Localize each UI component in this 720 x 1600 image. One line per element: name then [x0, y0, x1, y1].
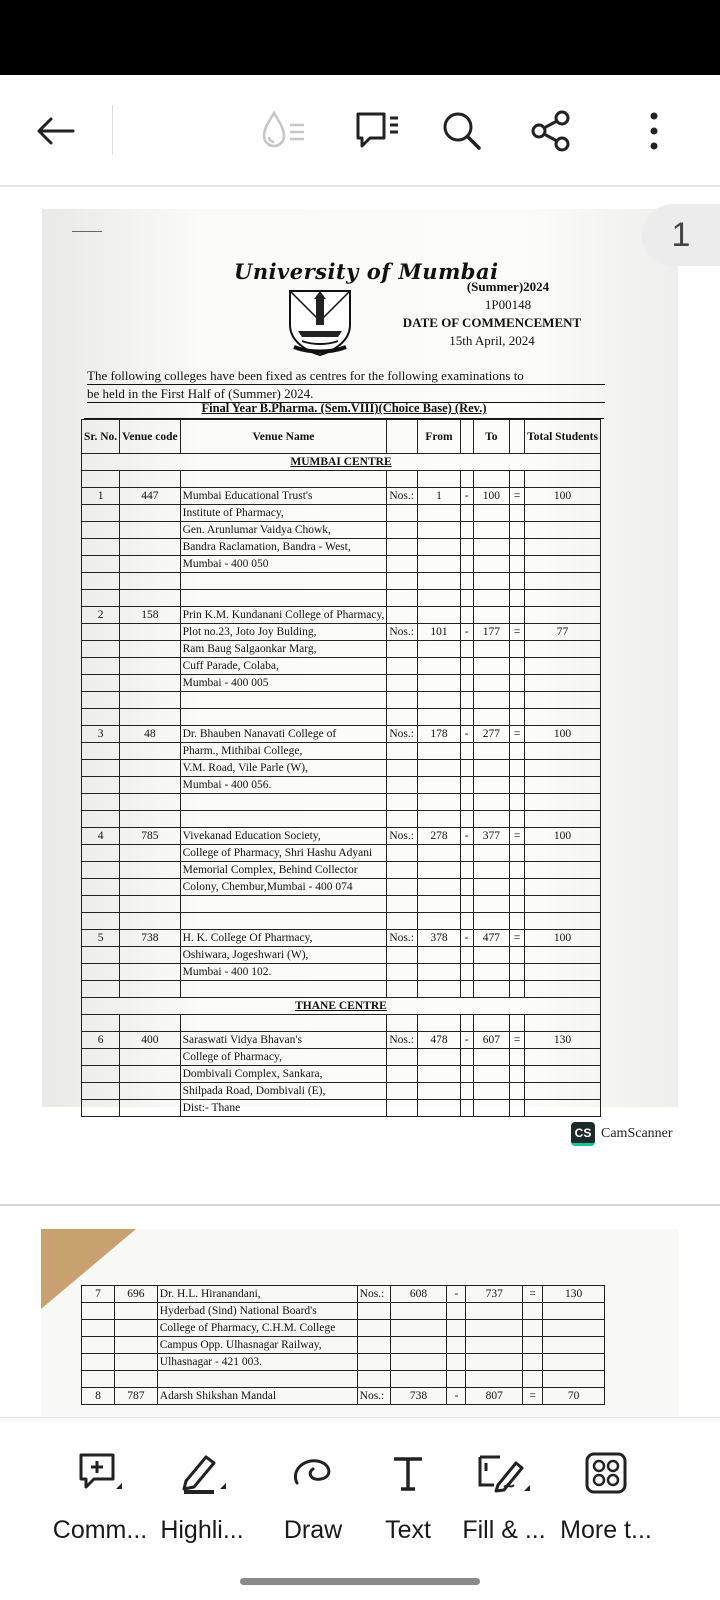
dash-cell: -	[460, 488, 473, 505]
header-venue-code: Venue code	[120, 420, 180, 454]
comments-list-button[interactable]	[349, 103, 405, 159]
equals-cell: =	[510, 488, 525, 505]
equals-cell: =	[523, 1388, 543, 1405]
dash-cell: -	[460, 1032, 473, 1049]
table-spacer-row	[82, 794, 601, 811]
highlight-tool[interactable]	[146, 1418, 258, 1558]
total-cell: 100	[525, 726, 601, 743]
venue-name-cell: V.M. Road, Vile Parle (W),	[180, 760, 387, 777]
from-cell: 101	[418, 624, 460, 641]
table-spacer-row	[82, 573, 601, 590]
table-row-continuation	[82, 743, 601, 760]
sr-cell: 8	[82, 1388, 115, 1405]
commencement-date: 15th April, 2024	[449, 333, 535, 348]
nos-cell: Nos.:	[357, 1286, 390, 1303]
table-row-continuation	[82, 845, 601, 862]
from-cell: 378	[418, 930, 460, 947]
fill-sign-tool[interactable]	[448, 1418, 560, 1558]
dash-cell: -	[460, 726, 473, 743]
centre-heading: THANE CENTRE	[82, 998, 601, 1015]
table-spacer-row	[82, 1015, 601, 1032]
venue-name-cell: Mumbai Educational Trust's	[180, 488, 387, 505]
back-arrow-icon	[35, 116, 75, 146]
highlight-pen-icon	[176, 1449, 228, 1497]
sr-cell: 2	[82, 607, 120, 624]
notice-code: 1P00148	[484, 297, 532, 312]
venue-code-cell: 738	[120, 930, 180, 947]
home-indicator[interactable]	[240, 1578, 480, 1585]
draw-tool-label: Draw	[283, 1516, 343, 1544]
table-row-continuation	[82, 505, 601, 522]
camscanner-logo-icon: CS	[571, 1122, 595, 1146]
more-tools-button[interactable]	[550, 1418, 662, 1558]
table-row	[82, 607, 601, 624]
table-row-continuation	[82, 862, 601, 879]
total-cell: 130	[525, 1032, 601, 1049]
status-bar	[0, 0, 720, 75]
dash-cell: -	[460, 828, 473, 845]
more-options-button[interactable]	[626, 103, 682, 159]
venue-code-cell: 158	[120, 607, 180, 624]
total-cell: 100	[525, 930, 601, 947]
venue-name-cell: Mumbai - 400 056.	[180, 777, 387, 794]
to-cell: 807	[466, 1388, 523, 1405]
header-total: Total Students	[525, 420, 601, 454]
venue-name-cell: Vivekanad Education Society,	[180, 828, 387, 845]
document-page-2[interactable]	[41, 1229, 679, 1417]
schedule-table	[81, 419, 601, 1117]
from-cell: 1	[418, 488, 460, 505]
venue-name-cell: College of Pharmacy, Shri Hashu Adyani	[180, 845, 387, 862]
table-spacer-row	[82, 896, 601, 913]
commencement-label: DATE OF COMMENCEMENT	[402, 315, 582, 330]
liquid-mode-icon	[260, 109, 308, 153]
table-spacer-row	[82, 913, 601, 930]
toolbar-divider	[112, 105, 113, 155]
venue-name-cell: Plot no.23, Joto Joy Bulding,	[180, 624, 387, 641]
table-header-row	[82, 420, 601, 454]
venue-code-cell: 400	[120, 1032, 180, 1049]
page-number-indicator[interactable]: 1	[642, 204, 720, 266]
to-cell: 607	[473, 1032, 509, 1049]
table-row	[82, 930, 601, 947]
table-row-continuation	[82, 1066, 601, 1083]
table-row-continuation	[82, 1354, 605, 1371]
from-cell: 278	[418, 828, 460, 845]
comment-tool-label: Comm...	[52, 1516, 148, 1544]
to-cell: 177	[473, 624, 509, 641]
table-row-continuation	[82, 556, 601, 573]
sr-cell: 6	[82, 1032, 120, 1049]
more-tools-icon	[584, 1451, 628, 1495]
sr-cell: 3	[82, 726, 120, 743]
dash-cell: -	[447, 1388, 466, 1405]
highlight-tool-label: Highli...	[160, 1516, 244, 1544]
venue-name-cell: Dist:- Thane	[180, 1100, 387, 1117]
fill-sign-icon	[474, 1449, 534, 1497]
venue-name-cell: Dombivali Complex, Sankara,	[180, 1066, 387, 1083]
table-spacer-row	[82, 471, 601, 488]
nos-cell: Nos.:	[357, 1388, 390, 1405]
nos-cell: Nos.:	[387, 828, 418, 845]
search-icon	[441, 110, 483, 152]
venue-name-cell: Saraswati Vidya Bhavan's	[180, 1032, 387, 1049]
table-row	[82, 488, 601, 505]
venue-name-cell: Oshiwara, Jogeshwari (W),	[180, 947, 387, 964]
venue-name-cell: Prin K.M. Kundanani College of Pharmacy,	[180, 607, 387, 624]
header-to: To	[473, 420, 509, 454]
venue-code-cell: 696	[114, 1286, 157, 1303]
venue-name-cell: Ulhasnagar - 421 003.	[157, 1354, 357, 1371]
schedule-table-page-2	[81, 1285, 605, 1405]
venue-name-cell: Bandra Raclamation, Bandra - West,	[180, 539, 387, 556]
table-row-continuation	[82, 522, 601, 539]
venue-code-cell: 447	[120, 488, 180, 505]
table-row	[82, 1032, 601, 1049]
header-from: From	[418, 420, 460, 454]
table-row-continuation	[82, 947, 601, 964]
text-tool-label: Text	[385, 1516, 431, 1544]
intro-line-1: The following colleges have been fixed as centres for the following examinations to	[87, 367, 605, 385]
document-page-1[interactable]	[42, 209, 678, 1114]
venue-name-cell: Mumbai - 400 050	[180, 556, 387, 573]
venue-name-cell: Shilpada Road, Dombivali (E),	[180, 1083, 387, 1100]
table-row-continuation	[82, 641, 601, 658]
comment-add-icon	[76, 1449, 124, 1497]
table-row-continuation	[82, 1337, 605, 1354]
table-row-continuation	[82, 539, 601, 556]
centre-heading: MUMBAI CENTRE	[82, 454, 601, 471]
nos-cell: Nos.:	[387, 624, 418, 641]
venue-name-cell: H. K. College Of Pharmacy,	[180, 930, 387, 947]
equals-cell: =	[510, 624, 525, 641]
table-row-continuation	[82, 1303, 605, 1320]
venue-name-cell: Pharm., Mithibai College,	[180, 743, 387, 760]
table-spacer-row	[82, 590, 601, 607]
total-cell: 70	[543, 1388, 605, 1405]
more-vertical-icon	[648, 111, 660, 151]
header-sr: Sr. No.	[82, 420, 120, 454]
from-cell: 738	[390, 1388, 447, 1405]
share-button[interactable]	[523, 103, 579, 159]
table-row-continuation	[82, 1049, 601, 1066]
venue-name-cell: Mumbai - 400 005	[180, 675, 387, 692]
venue-name-cell: Institute of Pharmacy,	[180, 505, 387, 522]
search-button[interactable]	[434, 103, 490, 159]
dash-cell: -	[460, 930, 473, 947]
session-label: (Summer)2024	[466, 279, 550, 294]
table-row-continuation	[82, 964, 601, 981]
table-spacer-row	[82, 981, 601, 998]
table-row	[82, 828, 601, 845]
from-cell: 178	[418, 726, 460, 743]
table-row	[82, 1286, 605, 1303]
venue-code-cell: 48	[120, 726, 180, 743]
scan-mark	[72, 231, 102, 232]
camscanner-label: CamScanner	[601, 1126, 673, 1141]
venue-code-cell: 787	[114, 1388, 157, 1405]
from-cell: 608	[390, 1286, 447, 1303]
page-separator	[0, 1204, 720, 1206]
venue-name-cell: Cuff Parade, Colaba,	[180, 658, 387, 675]
exam-title: Final Year B.Pharma. (Sem.VIII)(Choice Base) (Rev.)	[84, 401, 604, 419]
venue-name-cell: Dr. Bhauben Nanavati College of	[180, 726, 387, 743]
comments-icon	[354, 110, 400, 152]
camscanner-watermark	[571, 1122, 673, 1146]
table-row-continuation	[82, 624, 601, 641]
fill-sign-tool-label: Fill & ...	[462, 1516, 546, 1544]
venue-name-cell: College of Pharmacy, C.H.M. College	[157, 1320, 357, 1337]
to-cell: 477	[473, 930, 509, 947]
to-cell: 377	[473, 828, 509, 845]
equals-cell: =	[523, 1286, 543, 1303]
share-icon	[529, 109, 573, 153]
nos-cell: Nos.:	[387, 1032, 418, 1049]
bottom-tools-bar	[0, 1417, 720, 1600]
total-cell: 130	[543, 1286, 605, 1303]
text-icon	[390, 1453, 426, 1493]
more-tools-label: More t...	[560, 1516, 652, 1544]
dash-cell: -	[460, 624, 473, 641]
table-row-continuation	[82, 1083, 601, 1100]
university-emblem-icon	[284, 285, 356, 357]
table-row-continuation	[82, 1320, 605, 1337]
back-button[interactable]	[27, 103, 83, 159]
centre-heading-row	[82, 454, 601, 471]
to-cell: 277	[473, 726, 509, 743]
equals-cell: =	[510, 828, 525, 845]
table-row-continuation	[82, 675, 601, 692]
table-row-continuation	[82, 879, 601, 896]
university-title: University of Mumbai	[234, 259, 499, 284]
nos-cell: Nos.:	[387, 930, 418, 947]
dash-cell: -	[447, 1286, 466, 1303]
equals-cell: =	[510, 930, 525, 947]
sr-cell: 7	[82, 1286, 115, 1303]
table-row-continuation	[82, 760, 601, 777]
table-spacer-row	[82, 692, 601, 709]
total-cell: 77	[525, 624, 601, 641]
intro-line-2: be held in the First Half of (Summer) 2024.	[87, 385, 605, 403]
table-row-continuation	[82, 658, 601, 675]
table-row-continuation	[82, 777, 601, 794]
top-toolbar	[0, 75, 720, 187]
venue-name-cell: Mumbai - 400 102.	[180, 964, 387, 981]
venue-name-cell: Memorial Complex, Behind Collector	[180, 862, 387, 879]
centre-heading-row	[82, 998, 601, 1015]
to-cell: 737	[466, 1286, 523, 1303]
nos-cell: Nos.:	[387, 488, 418, 505]
comment-tool[interactable]	[44, 1418, 156, 1558]
total-cell: 100	[525, 828, 601, 845]
sr-cell: 4	[82, 828, 120, 845]
table-spacer-row	[82, 811, 601, 828]
venue-name-cell: Adarsh Shikshan Mandal	[157, 1388, 357, 1405]
venue-name-cell: Ram Baug Salgaonkar Marg,	[180, 641, 387, 658]
sr-cell: 5	[82, 930, 120, 947]
table-row	[82, 726, 601, 743]
venue-name-cell: Campus Opp. Ulhasnagar Railway,	[157, 1337, 357, 1354]
sr-cell: 1	[82, 488, 120, 505]
nos-cell: Nos.:	[387, 726, 418, 743]
to-cell: 100	[473, 488, 509, 505]
venue-name-cell: Gen. Arunlumar Vaidya Chowk,	[180, 522, 387, 539]
equals-cell: =	[510, 1032, 525, 1049]
venue-code-cell: 785	[120, 828, 180, 845]
equals-cell: =	[510, 726, 525, 743]
total-cell: 100	[525, 488, 601, 505]
table-spacer-row	[82, 709, 601, 726]
venue-name-cell: Dr. H.L. Hiranandani,	[157, 1286, 357, 1303]
table-row-continuation	[82, 1100, 601, 1117]
venue-name-cell: Colony, Chembur,Mumbai - 400 074	[180, 879, 387, 896]
venue-name-cell: Hyderbad (Sind) National Board's	[157, 1303, 357, 1320]
draw-icon	[289, 1453, 337, 1493]
venue-name-cell: College of Pharmacy,	[180, 1049, 387, 1066]
liquid-mode-button[interactable]	[256, 103, 312, 159]
intro-text	[87, 367, 605, 403]
table-row	[82, 1388, 605, 1405]
table-spacer-row	[82, 1371, 605, 1388]
header-venue-name: Venue Name	[180, 420, 387, 454]
from-cell: 478	[418, 1032, 460, 1049]
